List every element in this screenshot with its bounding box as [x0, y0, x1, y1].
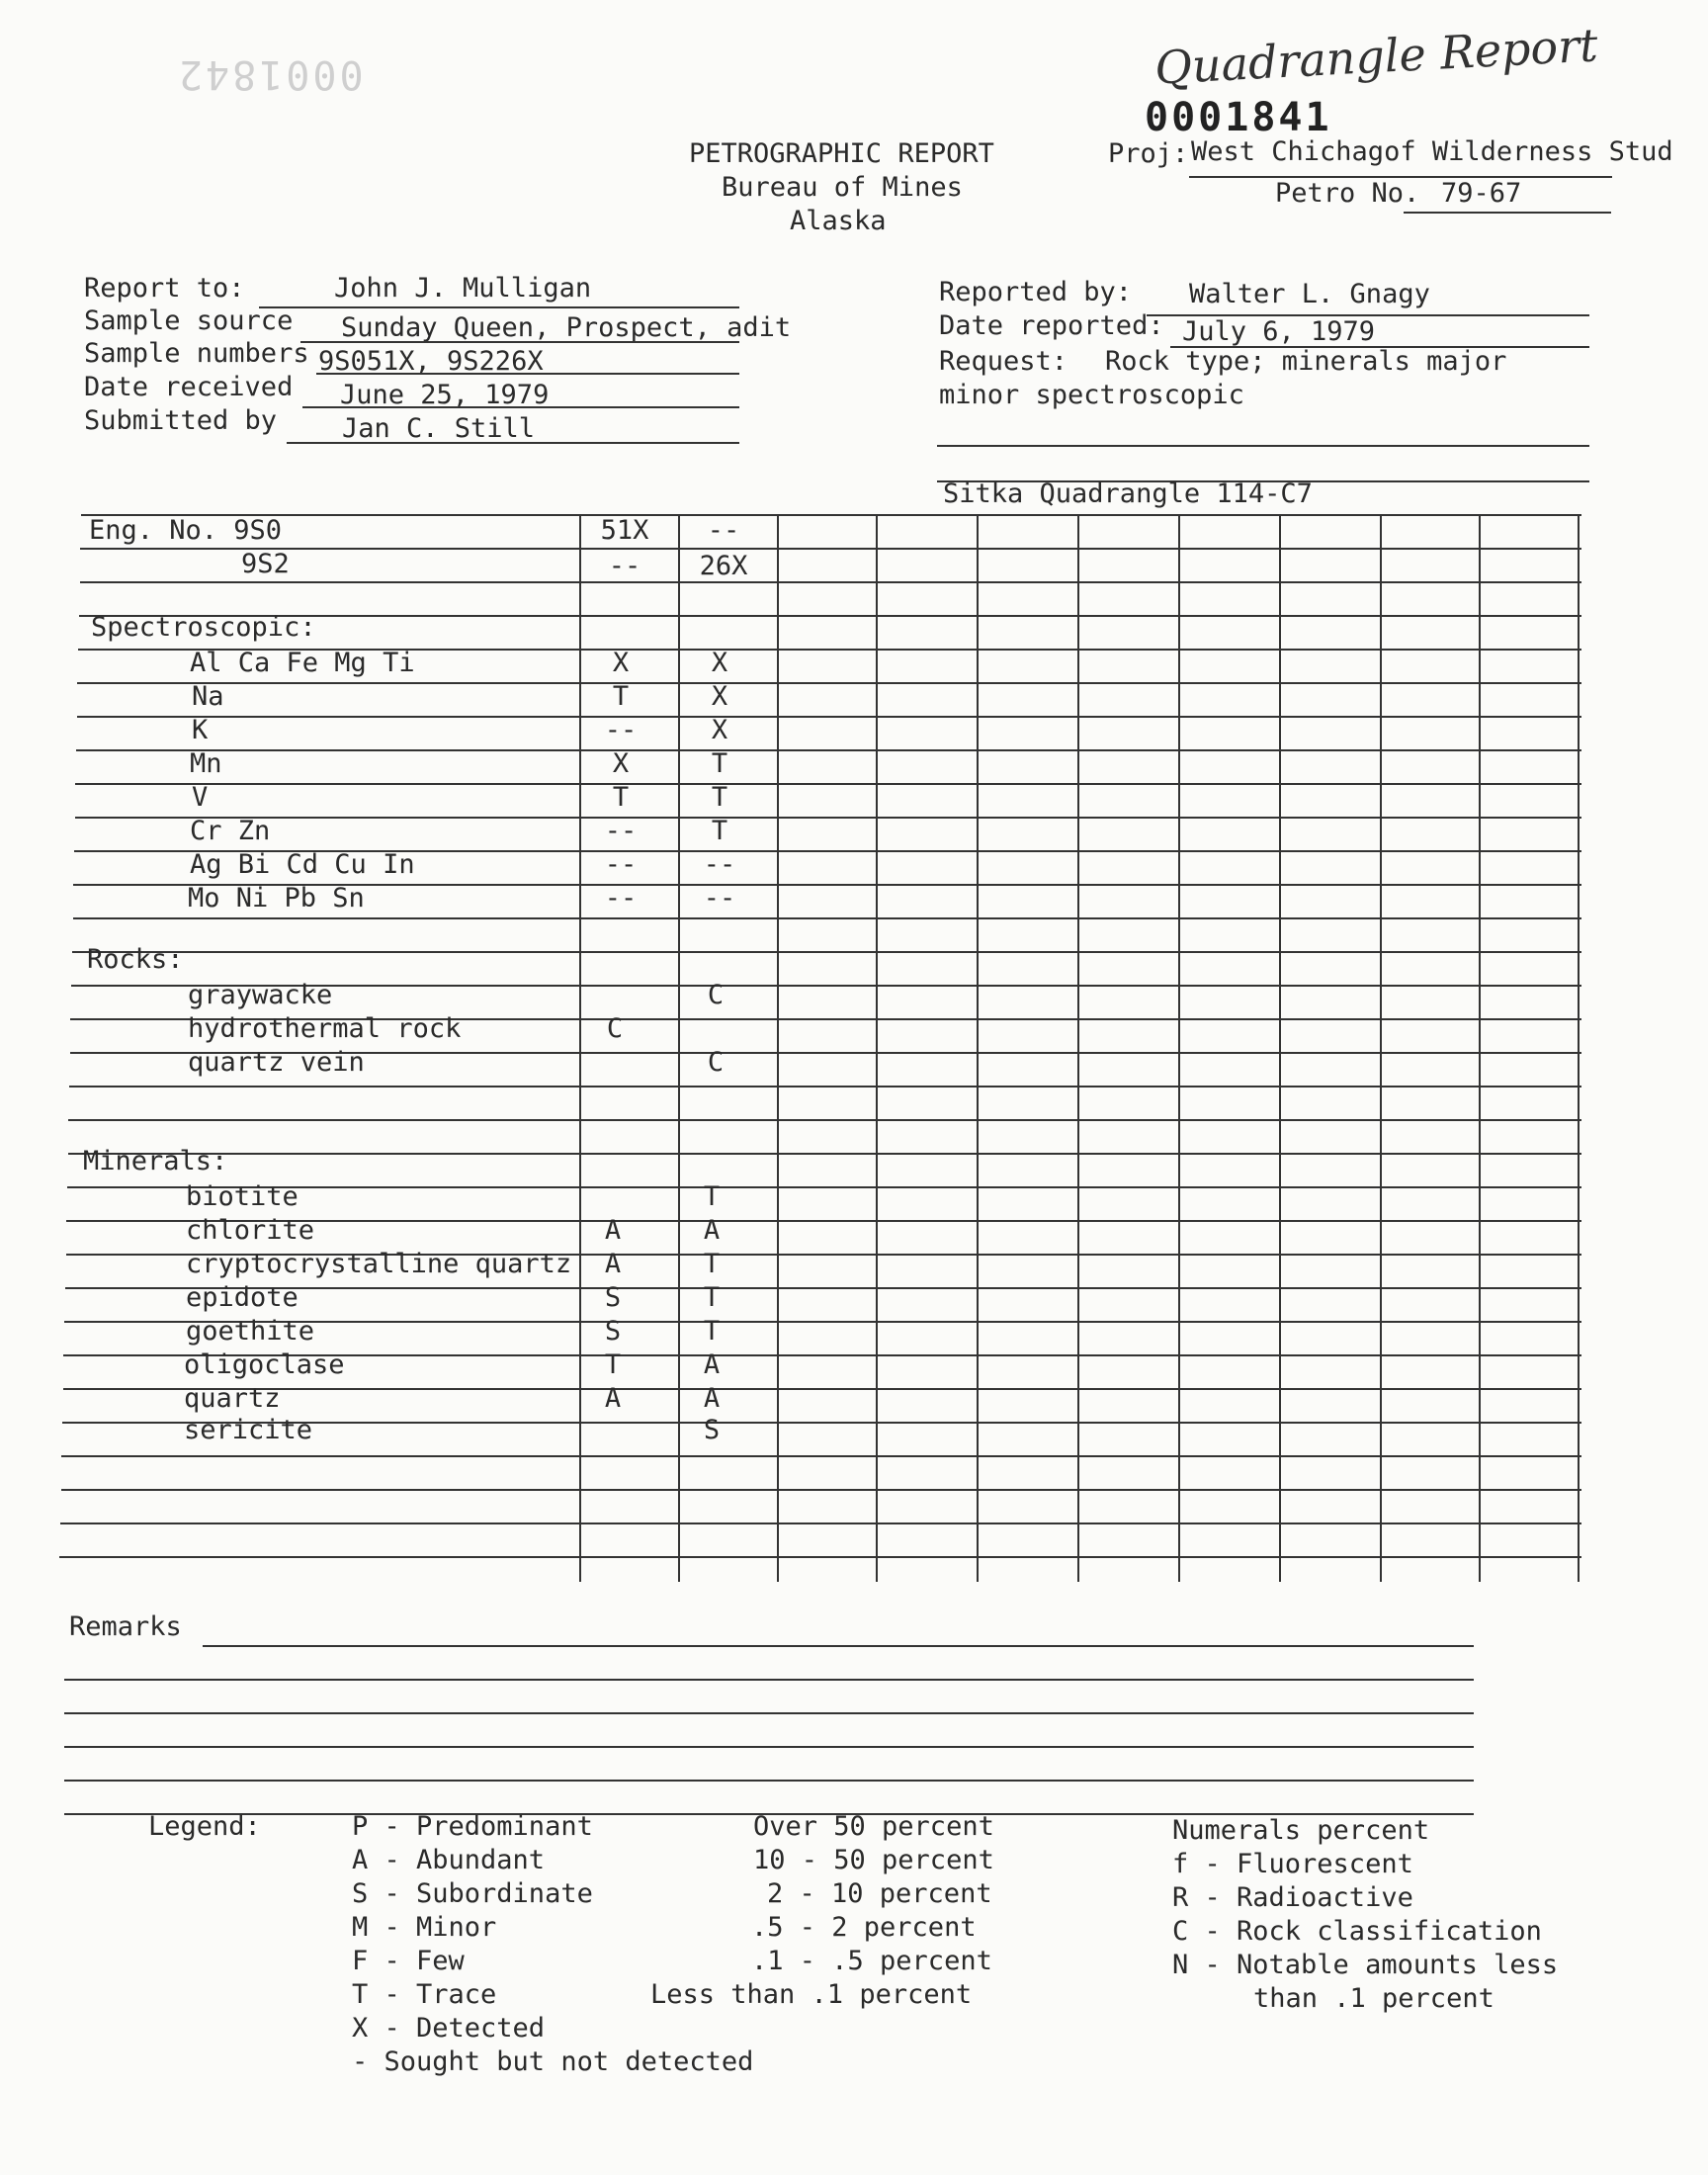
mineral-cell: T: [703, 1181, 721, 1212]
eng-cell: --: [707, 515, 740, 546]
spectro-cell: X: [612, 748, 630, 779]
legend-code: P - Predominant: [352, 1811, 593, 1842]
legend-right-item: N - Notable amounts less: [1172, 1950, 1559, 1980]
mineral-row-label: cryptocrystalline quartz: [186, 1249, 572, 1279]
spectro-row-label: Al Ca Fe Mg Ti: [190, 648, 415, 678]
grid-row-line: [59, 1556, 1581, 1558]
grid-row-line: [75, 783, 1581, 785]
spectro-cell: X: [711, 715, 728, 745]
spectro-row-label: K: [192, 715, 209, 745]
date-reported-label: Date reported:: [939, 310, 1164, 341]
legend-right-item: C - Rock classification: [1172, 1916, 1542, 1947]
grid-row-line: [69, 1086, 1581, 1088]
legend-code: M - Minor: [352, 1912, 497, 1943]
legend-code: F - Few: [352, 1946, 465, 1976]
spectro-row-label: Na: [192, 681, 224, 712]
petro-label: Petro No.: [1275, 178, 1420, 209]
mineral-row-label: oligoclase: [184, 1349, 345, 1380]
proj-label: Proj:: [1108, 138, 1189, 169]
legend-range: .1 - .5 percent: [751, 1946, 992, 1976]
report-title: PETROGRAPHIC REPORT: [689, 138, 994, 169]
rock-row-label: quartz vein: [188, 1047, 365, 1078]
spectro-cell: --: [703, 849, 736, 880]
legend-label: Legend:: [148, 1811, 261, 1842]
date-received-value: June 25, 1979: [340, 380, 550, 410]
spectro-row-label: Cr Zn: [190, 816, 271, 846]
legend-code: - Sought but not detected: [352, 2046, 754, 2077]
mineral-cell: T: [703, 1282, 721, 1313]
proj-value: West Chichagof Wilderness Stud: [1191, 136, 1673, 167]
grid-row-line: [61, 1489, 1581, 1491]
eng-cell: --: [608, 551, 641, 581]
legend-code: A - Abundant: [352, 1845, 546, 1875]
legend-right-item: R - Radioactive: [1172, 1882, 1413, 1913]
mineral-cell: S: [703, 1415, 721, 1445]
spectro-cell: X: [612, 648, 630, 678]
eng-label-2: 9S2: [241, 549, 290, 579]
mineral-row-label: goethite: [186, 1316, 315, 1347]
legend-range: Less than .1 percent: [650, 1979, 973, 2010]
spectro-cell: T: [711, 816, 728, 846]
legend-right-item: Numerals percent: [1172, 1815, 1430, 1846]
submitted-by-label: Submitted by: [84, 405, 278, 436]
spectro-cell: --: [604, 715, 638, 745]
request-value: Rock type; minerals major: [1105, 346, 1507, 377]
mineral-cell: A: [604, 1249, 622, 1279]
sample-numbers-label: Sample numbers: [84, 338, 309, 369]
mineral-row-label: quartz: [184, 1383, 281, 1414]
report-to-label: Report to:: [84, 273, 245, 304]
grid-row-line: [72, 951, 1581, 953]
petro-value: 79-67: [1441, 178, 1522, 209]
legend-range: 10 - 50 percent: [753, 1845, 994, 1875]
legend-code: S - Subordinate: [352, 1878, 593, 1909]
legend-range: .5 - 2 percent: [751, 1912, 977, 1943]
grid-row-line: [75, 817, 1581, 819]
request-label: Request:: [939, 346, 1068, 377]
mineral-row-label: sericite: [184, 1415, 313, 1445]
rock-cell: C: [707, 1047, 725, 1078]
grid-row-line: [80, 581, 1581, 583]
spectro-cell: --: [604, 883, 638, 914]
mineral-cell: S: [604, 1282, 622, 1313]
mineral-cell: A: [703, 1349, 721, 1380]
legend-range: Over 50 percent: [753, 1811, 994, 1842]
mineral-cell: T: [703, 1249, 721, 1279]
ghost-number: 0001842: [176, 51, 364, 97]
mineral-row-label: epidote: [186, 1282, 299, 1313]
rock-row-label: hydrothermal rock: [188, 1013, 462, 1044]
grid-row-line: [61, 1455, 1581, 1457]
sample-numbers-value: 9S051X, 9S226X: [318, 346, 544, 377]
rock-row-label: graywacke: [188, 980, 333, 1010]
spectro-cell: --: [703, 883, 736, 914]
spectro-cell: X: [711, 648, 728, 678]
quadrangle: Sitka Quadrangle 114-C7: [943, 478, 1313, 509]
legend-right-item: f - Fluorescent: [1172, 1849, 1413, 1879]
spectro-row-label: Mo Ni Pb Sn: [188, 883, 365, 914]
rock-cell: C: [606, 1013, 624, 1044]
mineral-cell: A: [604, 1215, 622, 1246]
eng-cell: 51X: [600, 515, 649, 546]
minerals-header: Minerals:: [83, 1146, 228, 1176]
grid-row-line: [73, 917, 1581, 919]
reported-by-value: Walter L. Gnagy: [1189, 279, 1430, 309]
date-reported-value: July 6, 1979: [1182, 316, 1376, 347]
spectro-cell: X: [711, 681, 728, 712]
mineral-row-label: chlorite: [186, 1215, 315, 1246]
eng-label: Eng. No. 9S0: [89, 515, 283, 546]
grid-row-line: [81, 514, 1581, 516]
date-received-label: Date received: [84, 372, 294, 402]
mineral-cell: A: [604, 1383, 622, 1414]
spectro-row-label: Mn: [190, 748, 222, 779]
handwritten-title: Quadrangle Report: [1153, 18, 1599, 95]
grid-row-line: [68, 1119, 1581, 1121]
remarks-label: Remarks: [69, 1611, 182, 1642]
legend-right-item: than .1 percent: [1253, 1983, 1494, 2014]
grid-row-line: [77, 682, 1581, 684]
grid-row-line: [68, 1153, 1581, 1155]
sample-source-label: Sample source: [84, 305, 294, 336]
report-state: Alaska: [790, 206, 887, 236]
submitted-by-value: Jan C. Still: [342, 413, 536, 444]
spectro-row-label: V: [192, 782, 209, 813]
legend-code: X - Detected: [352, 2013, 546, 2044]
sample-source-value: Sunday Queen, Prospect, adit: [341, 312, 792, 343]
spectro-cell: --: [604, 816, 638, 846]
request-value-2: minor spectroscopic: [939, 380, 1244, 410]
grid-row-line: [80, 548, 1581, 550]
spectro-cell: --: [604, 849, 638, 880]
spectro-row-label: Ag Bi Cd Cu In: [190, 849, 415, 880]
legend-range: 2 - 10 percent: [767, 1878, 992, 1909]
mineral-cell: S: [604, 1316, 622, 1347]
spectro-cell: T: [612, 681, 630, 712]
report-org: Bureau of Mines: [722, 172, 963, 203]
spectro-cell: T: [711, 782, 728, 813]
mineral-cell: T: [604, 1349, 622, 1380]
reported-by-label: Reported by:: [939, 277, 1133, 307]
legend-code: T - Trace: [352, 1979, 497, 2010]
grid-row-line: [77, 716, 1581, 718]
mineral-row-label: biotite: [186, 1181, 299, 1212]
grid-row-line: [60, 1522, 1581, 1524]
stamp-number: 0001841: [1145, 95, 1332, 140]
spectro-cell: T: [711, 748, 728, 779]
rocks-header: Rocks:: [87, 944, 184, 975]
mineral-cell: A: [703, 1383, 721, 1414]
mineral-cell: T: [703, 1316, 721, 1347]
report-to-value: John J. Mulligan: [334, 273, 592, 304]
spectroscopic-header: Spectroscopic:: [91, 612, 316, 643]
rock-cell: C: [707, 980, 725, 1010]
mineral-cell: A: [703, 1215, 721, 1246]
eng-cell: 26X: [699, 551, 748, 581]
grid-row-line: [63, 1388, 1581, 1390]
spectro-cell: T: [612, 782, 630, 813]
grid-row-line: [76, 749, 1581, 751]
